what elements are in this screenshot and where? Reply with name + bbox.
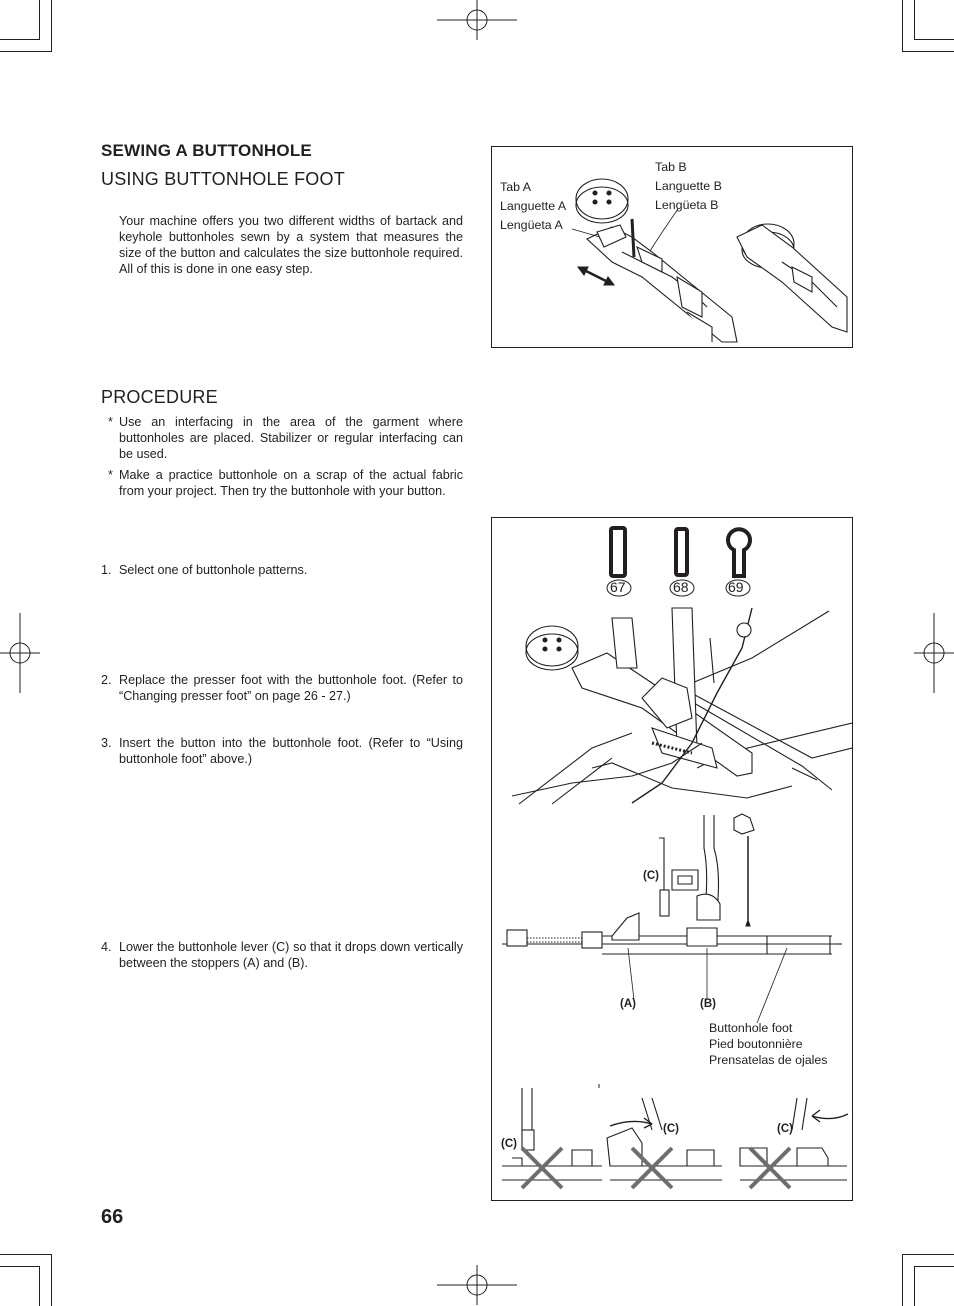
figure-buttonhole-foot-tabs (491, 146, 853, 348)
stopper-b-label: (B) (700, 998, 716, 1010)
pattern-number-69: 69 (728, 579, 744, 595)
lever-c-label-incorrect-3: (C) (777, 1123, 793, 1135)
lever-c-label-incorrect-1: (C) (501, 1138, 517, 1150)
lever-c-label-incorrect-2: (C) (663, 1123, 679, 1135)
page-number: 66 (101, 1206, 124, 1228)
buttonhole-procedure-illustration (492, 518, 852, 1200)
lever-c-label: (C) (643, 870, 659, 882)
buttonhole-foot-label: Buttonhole foot Pied boutonnière Prensatelas de ojales (709, 1021, 828, 1067)
figure-buttonhole-procedure (491, 517, 853, 1201)
intro-paragraph: Your machine offers you two different widths of bartack and keyhole buttonholes sewn by a system that measures the size of the button and calculates the size buttonhole required. All of this is done in one easy step. (119, 214, 463, 276)
tab-a-label: Tab A Languette A Lengüeta A (500, 180, 567, 232)
buttonhole-foot-illustration (492, 147, 852, 347)
procedure-title: PROCEDURE (101, 387, 218, 407)
tab-b-label: Tab B Languette B Lengüeta B (655, 160, 722, 212)
section-title: SEWING A BUTTONHOLE (101, 141, 312, 160)
pattern-number-67: 67 (610, 579, 626, 595)
stopper-a-label: (A) (620, 998, 636, 1010)
pattern-number-68: 68 (673, 579, 689, 595)
subsection-title: USING BUTTONHOLE FOOT (101, 169, 345, 189)
